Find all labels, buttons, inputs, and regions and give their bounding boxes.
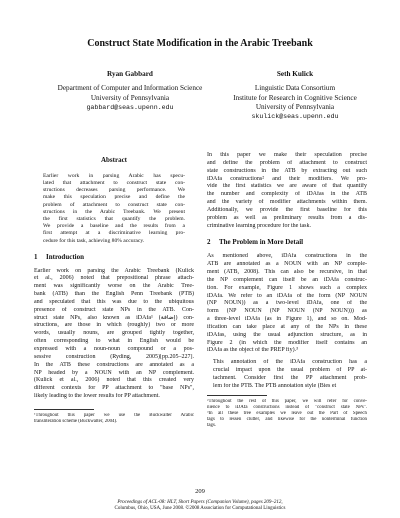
text-line: iDAfa. We refer to an iDAfa of the form (NP NOUN [207, 292, 367, 299]
footer-line: Proceedings of ACL-08: HLT, Short Papers (Companion Volume), pages 209–212, [117, 500, 283, 505]
text-line: tion. For example, Figure 1 shows such a complex [207, 284, 367, 291]
page-number: 209 [195, 488, 205, 495]
text-line: In the ATB these constructions are annotated as a [34, 361, 194, 368]
footnote-line: nience to iDAfa constructions instead of "construct state NPs". [207, 404, 367, 410]
text-line: struct state NPs, also known as iDAfa¹ (إضافة) con- [34, 314, 194, 321]
text-line: form (NP NOUN (NP NOUN (NP NOUN))) as [207, 308, 367, 315]
text-line: iDAfas, using the usual adjunction structure, as in [207, 331, 367, 338]
text-line: bank (ATB) than the English Penn Treebank (PTB) [34, 291, 194, 298]
text-line: vide the first statistics we are aware of that quantify [207, 183, 367, 190]
left-column [34, 152, 194, 425]
text-line: and speculated that this was due to the ubiquitous [34, 298, 194, 305]
author-name: Seth Kulick [276, 70, 314, 78]
abstract-line: cedure for this task, achieving 80% accuracy. [43, 237, 145, 244]
author-block [205, 70, 385, 121]
text-line: criminative learning procedure for the task. [207, 222, 311, 229]
text-line: This annotation of the iDAfa construction has a [213, 359, 367, 366]
abstract-heading: Abstract [100, 156, 128, 164]
author-institution: University of Pennsylvania [90, 93, 170, 102]
section-text [207, 359, 367, 390]
text-line: the NP complement can itself be an iDAfa construc- [207, 276, 367, 283]
text-line: Additionally, we provide the first baseline for this [207, 206, 367, 213]
footnote-line: ³In all these tree examples we leave out the Part of Speech [207, 410, 367, 416]
text-line: a three-level iDAfa (as in Figure 1), and so on. Mod- [207, 316, 367, 323]
text-line: lem for the PTB. The PTB annotation style (Bies et [213, 382, 337, 389]
abstract-line: first attempt at a discriminative learning pro- [43, 230, 185, 237]
abstract-line: make this speculation precise and define the [43, 194, 185, 201]
abstract-line: problem of attachment to construct state con- [43, 201, 185, 208]
footer-line: Columbus, Ohio, USA, June 2008. ©2008 Association for Computational Linguistics [114, 506, 286, 512]
text-line: sessive construction (Ryding, 2005)[pp.205–227]. [34, 353, 194, 360]
footnote-line: tags to lessen clutter, and likewise for the nonterminal function [207, 416, 367, 422]
text-line: Figure 2 (in which the modifier itself contains an [207, 339, 367, 346]
author-block [40, 70, 220, 112]
footnote-line: transliteration scheme (Buckwalter, 2004). [34, 418, 118, 424]
section-text [207, 253, 367, 355]
abstract-line: structions in the Arabic Treebank. We present [43, 208, 185, 215]
text-line: presence of construct state NPs in the ATB. Con- [34, 306, 194, 313]
footnote-rule [34, 409, 94, 410]
author-email: skulick@seas.upenn.edu [251, 113, 339, 121]
text-line: the number and complexity of iDAfas in the ATB [207, 191, 367, 198]
text-line: structions, are those in which (roughly) two or more [34, 322, 194, 329]
author-institution: University of Pennsylvania [255, 102, 335, 111]
text-line: different contexts for PP attachment to "base NPs", [34, 385, 194, 392]
text-line: state constructions in the ATB by extracting out such [207, 167, 367, 174]
text-line: iDAfa as the object of the PREP fiy).³ [207, 347, 298, 354]
author-name: Ryan Gabbard [107, 70, 153, 78]
text-line: crucial impact upon the usual problem of PP at- [213, 367, 367, 374]
author-email: gabbard@seas.upenn.edu [86, 103, 174, 111]
footnote-line: tags. [207, 422, 217, 428]
section-text [34, 268, 194, 401]
text-line: As mentioned above, iDAfa constructions in the [207, 253, 367, 260]
text-line: problem as well as preliminary results from a dis- [207, 214, 367, 221]
abstract-text [43, 173, 185, 245]
abstract-line: lated that attachment to construct state con- [43, 180, 185, 187]
text-line: likely leading to the lower results for PP attachment. [34, 393, 160, 400]
text-line: tachment. Consider first the PP attachment prob- [213, 374, 367, 381]
paper-title: Construct State Modification in the Arabic Treebank [87, 38, 313, 49]
text-line: and define the problem of attachment to construct [207, 159, 367, 166]
abstract-line: Earlier work in parsing Arabic has specu- [43, 172, 185, 179]
footnote-line: ¹Throughout this paper we use the Buckwalter Arabic [34, 412, 194, 418]
text-line: NP headed by a NOUN with an NP complement. [34, 369, 194, 376]
text-line: (Kulick et al., 2006) noted that this created very [34, 377, 194, 384]
author-department: Department of Computer and Information Science [57, 84, 203, 93]
page-footer [0, 500, 400, 512]
text-line: ment was significantly worse on the Arabic Tree- [34, 283, 194, 290]
text-line: (NP NOUN)) as a two-level iDAfa, one of the [207, 300, 367, 307]
author-institution: Institute for Research in Cognitive Science [233, 93, 357, 102]
text-line: ATB are annotated as a NOUN with an NP comple- [207, 261, 367, 268]
footnote [34, 413, 194, 425]
text-line: ment (ATB, 2008). This can also be recursive, in that [207, 268, 367, 275]
text-line: iDAfa constructions² and their modifiers. We pro- [207, 175, 367, 182]
text-line: words, usually nouns, are grouped tightly together, [34, 330, 194, 337]
text-line: ification can take place at any of the NPs in these [207, 323, 367, 330]
text-line: Earlier work on parsing the Arabic Treebank (Kulick [34, 267, 194, 274]
right-column [207, 152, 367, 429]
author-department: Linguistic Data Consortium [254, 84, 336, 93]
text-line: often corresponding to what in English would be [34, 338, 194, 345]
section-heading: 1 Introduction [34, 252, 84, 261]
footnote-line: ²Throughout the rest of this paper, we will refer for conve- [207, 398, 367, 404]
text-line: expressed with a noun-noun compound or a pos- [34, 346, 194, 352]
text-line: et al., 2006) noted that prepositional phrase attach- [34, 275, 194, 282]
abstract-line: the first statistics that quantify the problem. [43, 215, 185, 222]
text-line: and the variety of modifier attachments within them. [207, 199, 367, 206]
footnote [207, 399, 367, 429]
section-text [207, 152, 367, 230]
abstract-line: structions decreases parsing performance. We [43, 187, 185, 194]
footnote-rule [207, 395, 267, 396]
section-heading: 2 The Problem in More Detail [207, 238, 304, 247]
text-line: In this paper we make their speculation precise [207, 152, 367, 158]
abstract-line: We provide a baseline and the results from a [43, 223, 185, 230]
